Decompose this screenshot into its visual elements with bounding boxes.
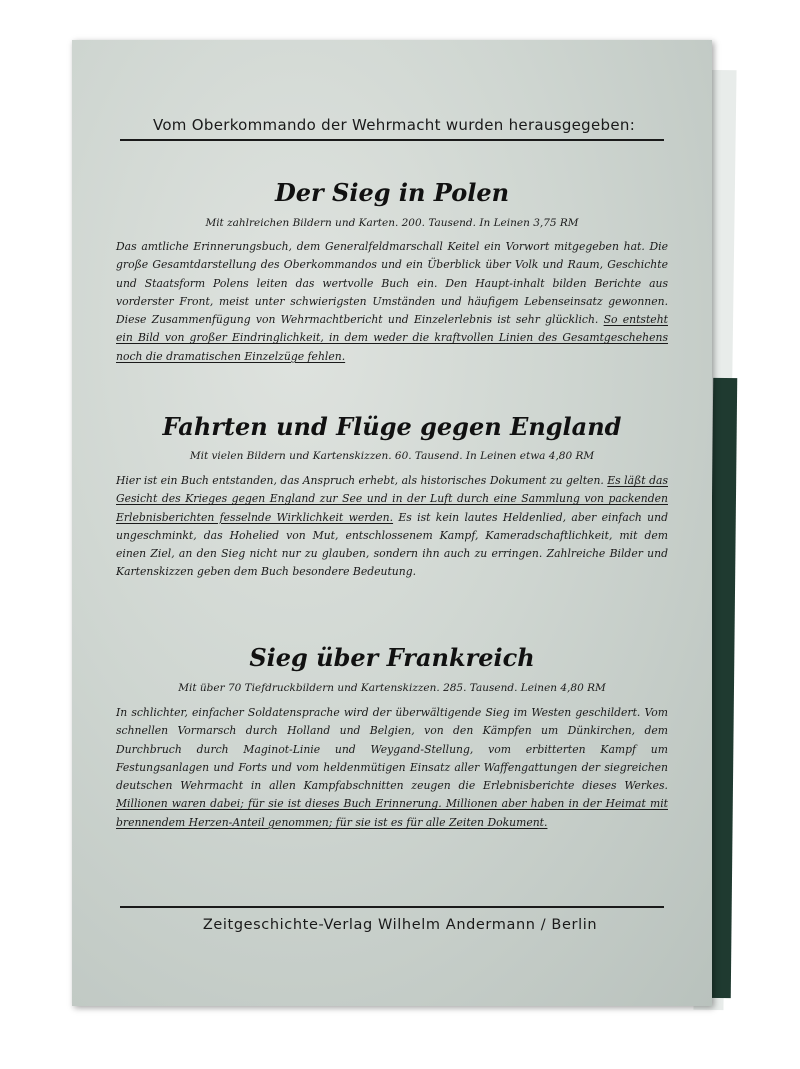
description-underlined: So entsteht ein Bild von großer Eindringlichkeit, in dem weder die kraftvollen Linien des Gesamtgeschehens noch die dramatischen Einzelzüge fehlen. <box>116 313 668 363</box>
dust-jacket-back <box>72 40 712 1006</box>
footer-rule <box>120 906 664 908</box>
publisher-footer: Zeitgeschichte-Verlag Wilhelm Andermann / Berlin <box>202 917 598 933</box>
book-meta: Mit vielen Bildern und Kartenskizzen. 60. Tausend. In Leinen etwa 4,80 RM <box>189 450 595 462</box>
header-text: Vom Oberkommando der Wehrmacht wurden herausgegeben: <box>152 116 636 134</box>
description-underlined: Es läßt das Gesicht des Krieges gegen England zur See und in der Luft durch eine Sammlung von packenden Erlebnisberichten fesselnde Wirklichkeit werden. <box>116 474 668 524</box>
description-text: In schlichter, einfacher Soldatensprache wird der überwältigende Sieg im Westen geschildert. Vom schnellen Vormarsch durch Holland und Belgien, von den Kämpfen um Dünkirchen, dem Durchbruch durch Maginot-Linie und Weygand-Stellung, vom erbitterten Kampf um Festungsanlagen und Forts und vom heldenmütigen Einsatz aller Waffengattungen der siegreichen deutschen Wehrmacht in allen Kampfabschnitten zeugen die Erlebnisberichte dieses Werkes. <box>116 706 668 793</box>
book-title: Fahrten und Flüge gegen England <box>162 412 622 441</box>
book-description <box>116 472 668 582</box>
book-meta: Mit zahlreichen Bildern und Karten. 200. Tausend. In Leinen 3,75 RM <box>205 217 579 229</box>
description-text: Hier ist ein Buch entstanden, das Anspruch erhebt, als historisches Dokument zu gelten. <box>116 474 608 487</box>
description-underlined: Millionen waren dabei; für sie ist dieses Buch Erinnerung. Millionen aber haben in der Heimat mit brennendem Herzen-Anteil genommen; für sie ist es für alle Zeiten Dokument. <box>116 797 668 829</box>
book-title: Der Sieg in Polen <box>274 178 510 207</box>
book-title: Sieg über Frankreich <box>249 643 535 672</box>
header-rule <box>120 139 664 141</box>
book-description <box>116 704 668 832</box>
description-text: Das amtliche Erinnerungsbuch, dem Generalfeldmarschall Keitel ein Vorwort mitgegeben hat. Die große Gesamtdarstellung des Oberkommandos und ein Überblick über Volk und Raum, Geschichte und Staatsform Polens leiten das wertvolle Buch ein. Den Haupt-inhalt bilden Berichte aus vorderster Front, meist unter schwierigsten Umständen und häufigem Lebenseinsatz gewonnen. Diese Zusammenfügung von Wehrmachtbericht und Einzelerlebnis ist sehr glücklich. <box>116 240 668 327</box>
book-meta: Mit über 70 Tiefdruckbildern und Kartenskizzen. 285. Tausend. Leinen 4,80 RM <box>178 682 606 694</box>
book-description <box>116 238 668 366</box>
description-text-2: Es ist kein lautes Heldenlied, aber einfach und ungeschminkt, das Hohelied von Mut, entschlossenem Kampf, Kameradschaftlichkeit, mit dem einen Ziel, an den Sieg nicht nur zu glauben, sondern ihn auch zu erringen. Zahlreiche Bilder und Kartenskizzen geben dem Buch besondere Bedeutung. <box>116 510 668 579</box>
